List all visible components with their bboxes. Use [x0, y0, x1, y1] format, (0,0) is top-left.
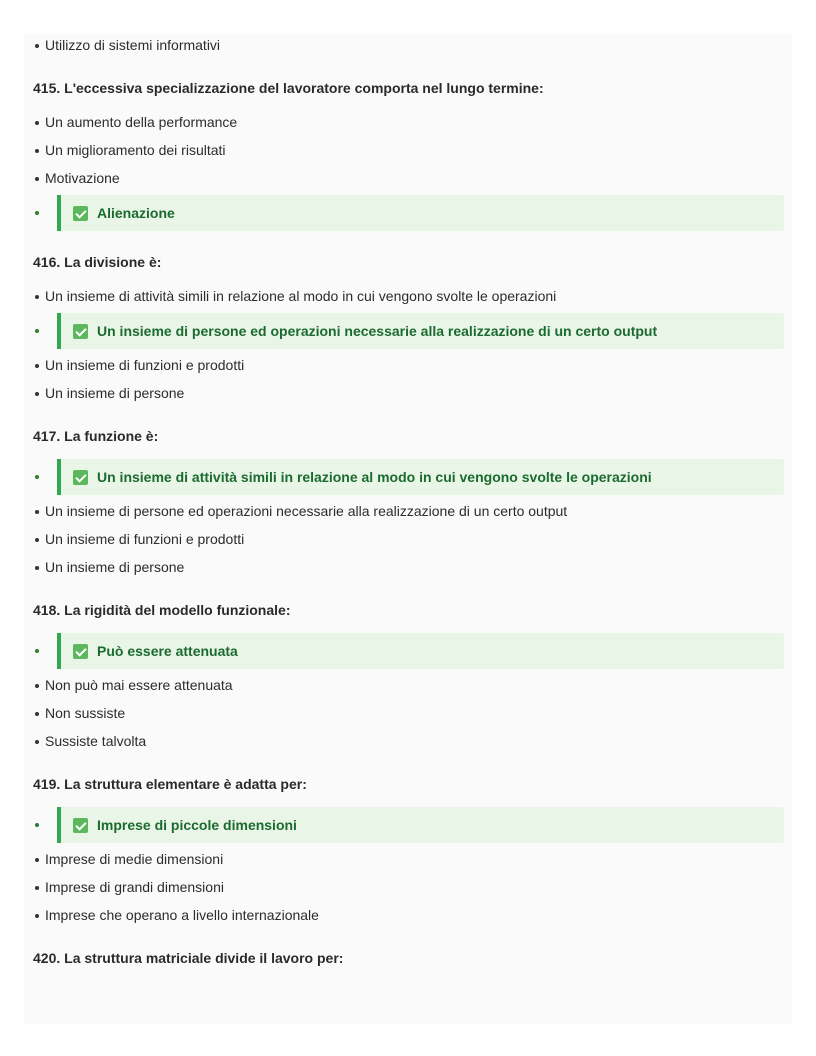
question-title: 420. La struttura matriciale divide il lavoro per: — [33, 950, 344, 966]
answer-item — [24, 34, 792, 57]
bullet-icon — [35, 538, 39, 542]
quiz-page — [24, 34, 792, 1024]
answer-item — [24, 528, 792, 551]
correct-answer-item — [24, 459, 792, 495]
answer-text: Un insieme di persone — [45, 559, 185, 575]
correct-answer-item — [24, 807, 792, 843]
answer-item — [24, 674, 792, 697]
answer-text: Un insieme di attività simili in relazione al modo in cui vengono svolte le operazioni — [45, 288, 557, 304]
question-block — [24, 775, 792, 927]
answer-item — [24, 730, 792, 753]
question-block — [24, 601, 792, 753]
answer-text: Un insieme di persone — [45, 385, 185, 401]
answer-text: Un insieme di persone ed operazioni necessarie alla realizzazione di un certo output — [45, 503, 568, 519]
answer-item — [24, 139, 792, 162]
answer-text: Un aumento della performance — [45, 114, 238, 130]
answer-list — [24, 807, 792, 927]
answer-item — [24, 702, 792, 725]
bullet-icon — [35, 510, 39, 514]
question-block — [24, 79, 792, 231]
answer-item — [24, 167, 792, 190]
bullet-icon — [35, 858, 39, 862]
bullet-icon — [35, 329, 39, 333]
correct-answer-highlight — [57, 459, 784, 495]
question-title: 416. La divisione è: — [33, 254, 162, 270]
question-title: 417. La funzione è: — [33, 428, 159, 444]
bullet-icon — [35, 121, 39, 125]
answer-text: Un insieme di funzioni e prodotti — [45, 357, 245, 373]
question-title: 419. La struttura elementare è adatta per: — [33, 776, 307, 792]
bullet-icon — [35, 740, 39, 744]
bullet-icon — [35, 149, 39, 153]
checkmark-icon — [73, 470, 88, 485]
bullet-icon — [35, 392, 39, 396]
correct-answer-highlight — [57, 807, 784, 843]
question-title: 415. L'eccessiva specializzazione del lavoratore comporta nel lungo termine: — [33, 80, 544, 96]
answer-text: Imprese di piccole dimensioni — [97, 817, 297, 833]
answer-text: Un miglioramento dei risultati — [45, 142, 226, 158]
answer-item — [24, 354, 792, 377]
question-block — [24, 253, 792, 405]
answer-text: Un insieme di funzioni e prodotti — [45, 531, 245, 547]
answer-item — [24, 848, 792, 871]
question-block — [24, 949, 792, 968]
bullet-icon — [35, 295, 39, 299]
answer-text: Sussiste talvolta — [45, 733, 147, 749]
answer-text: Alienazione — [97, 205, 175, 221]
answer-text: Un insieme di persone ed operazioni necessarie alla realizzazione di un certo output — [97, 323, 658, 339]
correct-answer-highlight — [57, 633, 784, 669]
answer-text: Utilizzo di sistemi informativi — [45, 37, 221, 53]
checkmark-icon — [73, 818, 88, 833]
answer-text: Non sussiste — [45, 705, 126, 721]
answer-item — [24, 111, 792, 134]
answer-text: Motivazione — [45, 170, 120, 186]
correct-answer-item — [24, 633, 792, 669]
answer-list — [24, 34, 792, 57]
bullet-icon — [35, 684, 39, 688]
bullet-icon — [35, 886, 39, 890]
correct-answer-item — [24, 195, 792, 231]
bullet-icon — [35, 566, 39, 570]
question-title: 418. La rigidità del modello funzionale: — [33, 602, 291, 618]
answer-text: Imprese che operano a livello internazionale — [45, 907, 319, 923]
bullet-icon — [35, 475, 39, 479]
answer-text: Può essere attenuata — [97, 643, 238, 659]
checkmark-icon — [73, 644, 88, 659]
answer-item — [24, 556, 792, 579]
answer-text: Imprese di medie dimensioni — [45, 851, 224, 867]
bullet-icon — [35, 364, 39, 368]
bullet-icon — [35, 649, 39, 653]
answer-item — [24, 876, 792, 899]
bullet-icon — [35, 823, 39, 827]
answer-item — [24, 285, 792, 308]
answer-item — [24, 500, 792, 523]
correct-answer-highlight — [57, 313, 784, 349]
answer-item — [24, 904, 792, 927]
correct-answer-highlight — [57, 195, 784, 231]
bullet-icon — [35, 211, 39, 215]
answer-text: Un insieme di attività simili in relazione al modo in cui vengono svolte le operazioni — [97, 469, 652, 485]
answer-item — [24, 382, 792, 405]
answer-text: Imprese di grandi dimensioni — [45, 879, 224, 895]
bullet-icon — [35, 914, 39, 918]
answer-list — [24, 285, 792, 405]
bullet-icon — [35, 712, 39, 716]
quiz-content — [24, 34, 792, 981]
answer-text: Non può mai essere attenuata — [45, 677, 233, 693]
question-block — [24, 427, 792, 579]
correct-answer-item — [24, 313, 792, 349]
answer-list — [24, 459, 792, 579]
checkmark-icon — [73, 206, 88, 221]
checkmark-icon — [73, 324, 88, 339]
bullet-icon — [35, 44, 39, 48]
answer-list — [24, 111, 792, 231]
bullet-icon — [35, 177, 39, 181]
answer-list — [24, 633, 792, 753]
question-block — [24, 34, 792, 57]
